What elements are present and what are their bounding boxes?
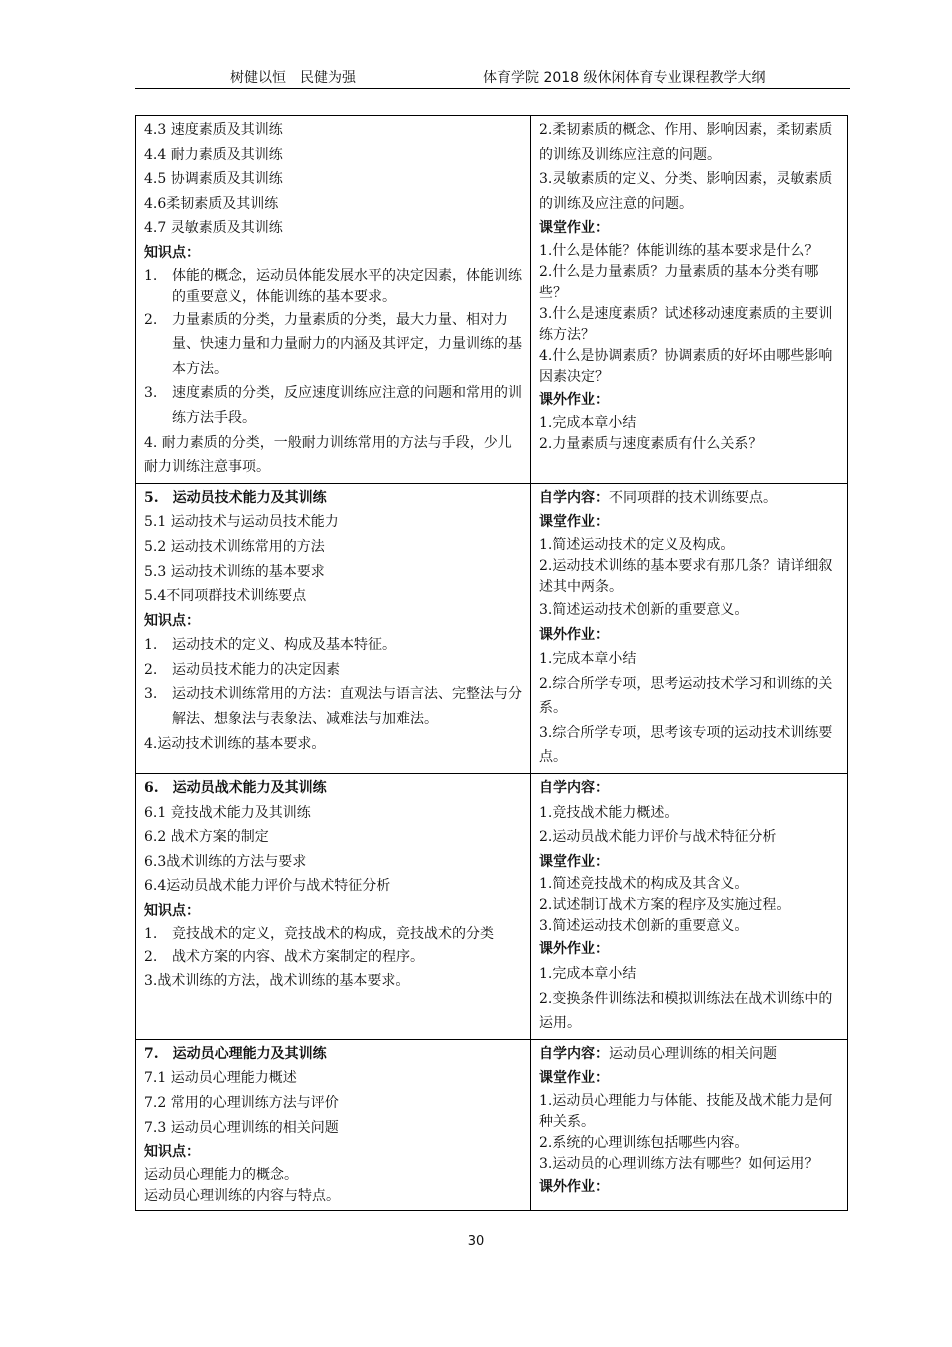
point-number: 1.	[144, 637, 158, 654]
self-study-text: 运动员心理训练的相关问题	[609, 1045, 777, 1062]
point-number: 1.	[144, 267, 158, 284]
point-number: 2.	[144, 661, 158, 678]
homework-label: 课外作业：	[539, 1179, 609, 1195]
class-work-item: 1.什么是体能？体能训练的基本要求是什么？	[539, 242, 819, 259]
subsection: 4.6柔韧素质及其训练	[144, 195, 279, 212]
homework-label: 课外作业：	[539, 941, 609, 958]
knowledge-text: 运动员心理训练的内容与特点。	[144, 1187, 340, 1204]
class-work-item: 2.试述制订战术方案的程序及实施过程。	[539, 897, 791, 914]
syllabus-table	[135, 115, 848, 1211]
subsection: 5.3 运动技术训练的基本要求	[144, 563, 325, 580]
homework-item: 2.变换条件训练法和模拟训练法在战术训练中的运用。	[539, 990, 833, 1032]
class-work-label: 课堂作业：	[539, 220, 609, 237]
knowledge-label: 知识点：	[144, 903, 200, 920]
self-study-label: 自学内容：	[539, 780, 609, 797]
subsection: 4.4 耐力素质及其训练	[144, 146, 283, 163]
knowledge-point-tail: 3.战术训练的方法，战术训练的基本要求。	[144, 973, 410, 990]
subsection: 4.3 速度素质及其训练	[144, 122, 283, 138]
subsection: 4.7 灵敏素质及其训练	[144, 220, 283, 237]
self-study-label: 自学内容：	[539, 489, 609, 506]
knowledge-point	[144, 658, 522, 683]
header-motto: 树健以恒 民健为强	[230, 70, 356, 86]
chapter-heading: 6. 运动员战术能力及其训练	[144, 780, 327, 797]
knowledge-label: 知识点：	[144, 1144, 200, 1161]
content-cell	[136, 483, 531, 773]
homework-label: 课外作业：	[539, 626, 609, 643]
point-number: 2.	[144, 311, 158, 328]
subsection: 7.2 常用的心理训练方法与评价	[144, 1095, 339, 1111]
knowledge-point	[144, 633, 522, 658]
intro-text: 2.柔韧素质的概念、作用、影响因素，柔韧素质的训练及训练应注意的问题。	[539, 122, 833, 163]
class-work-item: 3.简述运动技术创新的重要意义。	[539, 601, 749, 618]
chapter-heading: 7. 运动员心理能力及其训练	[144, 1045, 327, 1062]
header-title: 体育学院 2018 级休闲体育专业课程教学大纲	[483, 70, 766, 86]
self-study	[539, 1042, 839, 1067]
chapter-heading: 5. 运动员技术能力及其训练	[144, 489, 327, 506]
page-header	[135, 64, 850, 89]
subsection: 6.1 竞技战术能力及其训练	[144, 804, 311, 821]
point-text: 体能的概念，运动员体能发展水平的决定因素，体能训练的重要意义，体能训练的基本要求。	[172, 267, 522, 305]
knowledge-point	[144, 381, 522, 430]
self-study-text: 不同项群的技术训练要点。	[609, 489, 777, 506]
assignment-cell	[531, 774, 848, 1040]
homework-label: 课外作业：	[539, 391, 609, 408]
knowledge-point-tail: 4.运动技术训练的基本要求。	[144, 735, 326, 752]
subsection: 7.1 运动员心理能力概述	[144, 1070, 297, 1087]
class-work-item: 3.简述运动技术创新的重要意义。	[539, 918, 749, 935]
class-work-item: 2.运动技术训练的基本要求有那几条？请详细叙述其中两条。	[539, 557, 833, 595]
point-text: 速度素质的分类，反应速度训练应注意的问题和常用的训练方法手段。	[172, 385, 522, 426]
point-text: 运动技术的定义、构成及基本特征。	[172, 637, 396, 654]
point-number: 3.	[144, 385, 158, 402]
assignment-cell	[531, 483, 848, 773]
page-number: 30	[467, 1234, 485, 1249]
knowledge-label: 知识点：	[144, 244, 200, 261]
knowledge-point	[144, 924, 522, 945]
class-work-item: 1.简述竞技战术的构成及其含义。	[539, 876, 749, 893]
class-work-item: 1.简述运动技术的定义及构成。	[539, 536, 735, 553]
homework-item: 2.力量素质与速度素质有什么关系？	[539, 435, 763, 452]
table-row	[136, 1039, 848, 1210]
table-row	[136, 116, 848, 484]
subsection: 5.1 运动技术与运动员技术能力	[144, 514, 339, 531]
point-text: 战术方案的内容、战术方案制定的程序。	[172, 948, 424, 965]
self-study-item: 1.竞技战术能力概述。	[539, 804, 679, 821]
point-text: 力量素质的分类，力量素质的分类，最大力量、相对力量、快速力量和力量耐力的内涵及其评定，力量训练的基本方法。	[172, 311, 522, 377]
knowledge-point	[144, 266, 522, 308]
class-work-item: 3.什么是速度素质？试述移动速度素质的主要训练方法？	[539, 305, 833, 343]
subsection: 5.2 运动技术训练常用的方法	[144, 538, 325, 555]
knowledge-point-tail: 4. 耐力素质的分类，一般耐力训练常用的方法与手段，少儿耐力训练注意事项。	[144, 434, 512, 476]
class-work-item: 2.什么是力量素质？力量素质的基本分类有哪些？	[539, 263, 819, 301]
homework-item: 3.综合所学专项，思考该专项的运动技术训练要点。	[539, 724, 833, 766]
subsection: 6.2 战术方案的制定	[144, 829, 269, 846]
class-work-item: 4.什么是协调素质？协调素质的好坏由哪些影响因素决定？	[539, 347, 833, 385]
self-study-label: 自学内容：	[539, 1045, 609, 1062]
point-text: 运动员技术能力的决定因素	[172, 661, 340, 678]
assignment-cell	[531, 116, 848, 484]
point-number: 1.	[144, 925, 158, 942]
homework-item: 2.综合所学专项，思考运动技术学习和训练的关系。	[539, 675, 833, 717]
knowledge-point	[144, 308, 522, 382]
class-work-label: 课堂作业：	[539, 514, 609, 531]
subsection: 4.5 协调素质及其训练	[144, 171, 283, 188]
knowledge-label: 知识点：	[144, 612, 200, 629]
content-cell	[136, 116, 531, 484]
self-study	[539, 486, 839, 511]
point-number: 3.	[144, 686, 158, 703]
self-study-item: 2.运动员战术能力评价与战术特征分析	[539, 829, 777, 846]
subsection: 7.3 运动员心理训练的相关问题	[144, 1119, 339, 1136]
assignment-cell	[531, 1039, 848, 1210]
subsection: 5.4不同项群技术训练要点	[144, 588, 307, 605]
class-work-label: 课堂作业：	[539, 1070, 609, 1087]
point-text: 运动技术训练常用的方法：直观法与语言法、完整法与分解法、想象法与表象法、减难法与加难法。	[172, 686, 522, 728]
intro-text: 3.灵敏素质的定义、分类、影响因素，灵敏素质的训练及应注意的问题。	[539, 171, 833, 212]
class-work-item: 1.运动员心理能力与体能、技能及战术能力是何种关系。	[539, 1093, 833, 1130]
table-row	[136, 774, 848, 1040]
point-text: 竞技战术的定义，竞技战术的构成，竞技战术的分类	[172, 925, 494, 942]
homework-item: 1.完成本章小结	[539, 414, 637, 431]
content-cell	[136, 774, 531, 1040]
subsection: 6.3战术训练的方法与要求	[144, 853, 307, 870]
class-work-item: 2.系统的心理训练包括哪些内容。	[539, 1135, 749, 1151]
homework-item: 1.完成本章小结	[539, 651, 637, 668]
content-cell	[136, 1039, 531, 1210]
table-row	[136, 483, 848, 773]
point-number: 2.	[144, 948, 158, 965]
knowledge-text: 运动员心理能力的概念。	[144, 1166, 298, 1183]
homework-item: 1.完成本章小结	[539, 966, 637, 983]
subsection: 6.4运动员战术能力评价与战术特征分析	[144, 878, 391, 895]
class-work-label: 课堂作业：	[539, 853, 609, 870]
knowledge-point	[144, 682, 522, 731]
class-work-item: 3.运动员的心理训练方法有哪些？如何运用？	[539, 1156, 819, 1172]
knowledge-point	[144, 945, 522, 970]
